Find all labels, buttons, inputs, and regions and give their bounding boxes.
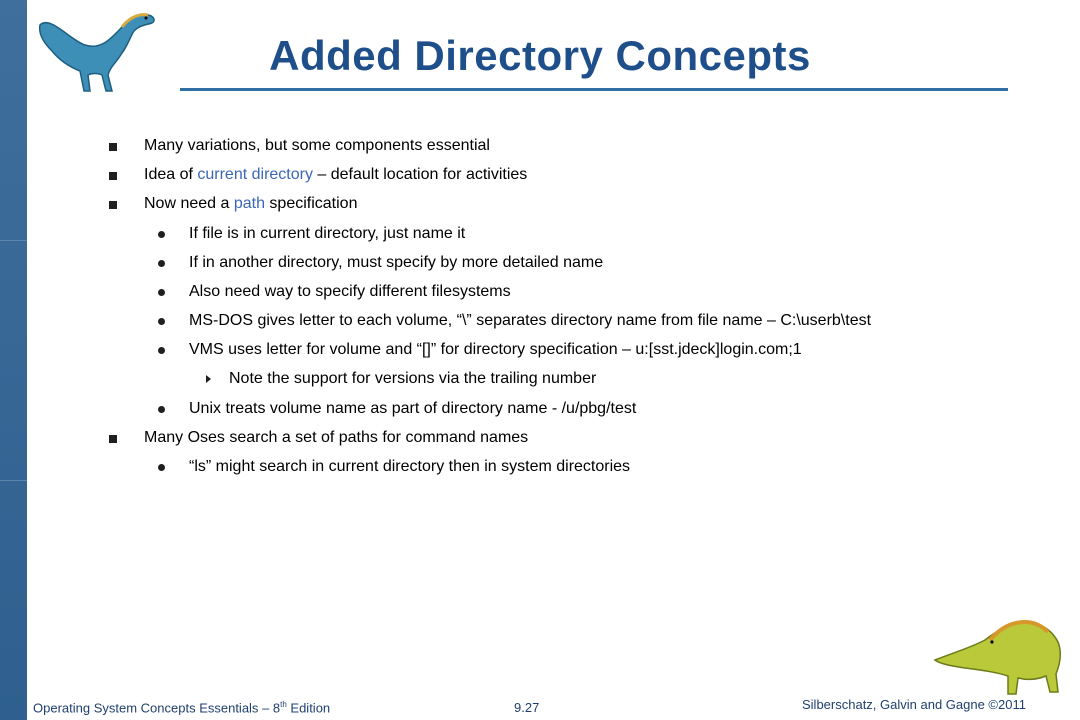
bullet-item [144,165,527,185]
bullet-item: Many Oses search a set of paths for command names [144,429,529,446]
page-number: 9.27 [514,700,540,715]
bullet-item: Many variations, but some components essential [144,137,490,154]
dinosaur-logo-icon [30,5,165,100]
footer-copyright: Silberschatz, Galvin and Gagne ©2011 [802,697,1026,712]
round-bullet-icon [158,406,165,413]
footer-book-title [33,700,330,715]
round-bullet-icon [158,231,165,238]
round-bullet-icon [158,347,165,354]
footer-superscript: th [280,700,287,709]
round-bullet-icon [158,318,165,325]
sub-bullet-item: MS-DOS gives letter to each volume, “\” separates directory name from file name – C:\userb\test [189,312,872,329]
highlight-term: path [233,195,265,212]
sub-bullet-item: Also need way to specify different filesystems [189,283,511,300]
sub-bullet-item: “ls” might search in current directory then in system directories [189,458,631,475]
sub-bullet-item: If in another directory, must specify by more detailed name [189,254,604,271]
sidebar-divider [0,240,27,241]
sub-sub-bullet-item: Note the support for versions via the trailing number [229,370,597,387]
round-bullet-icon [158,464,165,471]
footer-book-text: Operating System Concepts Essentials – 8 [33,700,281,716]
left-sidebar-bar [0,0,27,720]
bullet-text: specification [264,195,358,212]
square-bullet-icon [109,143,117,151]
sidebar-divider [0,480,27,481]
bullet-item [144,194,357,214]
bullet-text: – default location for activities [312,166,528,183]
slide-title: Added Directory Concepts [269,32,811,79]
sub-bullet-item: VMS uses letter for volume and “[]” for directory specification – u:[sst.jdeck]login.com;1 [189,341,802,358]
arrow-bullet-icon [206,375,211,383]
title-underline [180,88,1008,91]
round-bullet-icon [158,289,165,296]
dinosaur-illustration-icon [930,600,1070,700]
sub-bullet-item: Unix treats volume name as part of directory name - /u/pbg/test [189,400,637,417]
sub-bullet-item: If file is in current directory, just name it [189,225,466,242]
highlight-term: current directory [197,166,313,183]
footer-book-edition: Edition [286,700,331,716]
square-bullet-icon [109,201,117,209]
bullet-text: Now need a [144,195,234,212]
bullet-text: Idea of [144,166,198,183]
square-bullet-icon [109,172,117,180]
square-bullet-icon [109,435,117,443]
round-bullet-icon [158,260,165,267]
